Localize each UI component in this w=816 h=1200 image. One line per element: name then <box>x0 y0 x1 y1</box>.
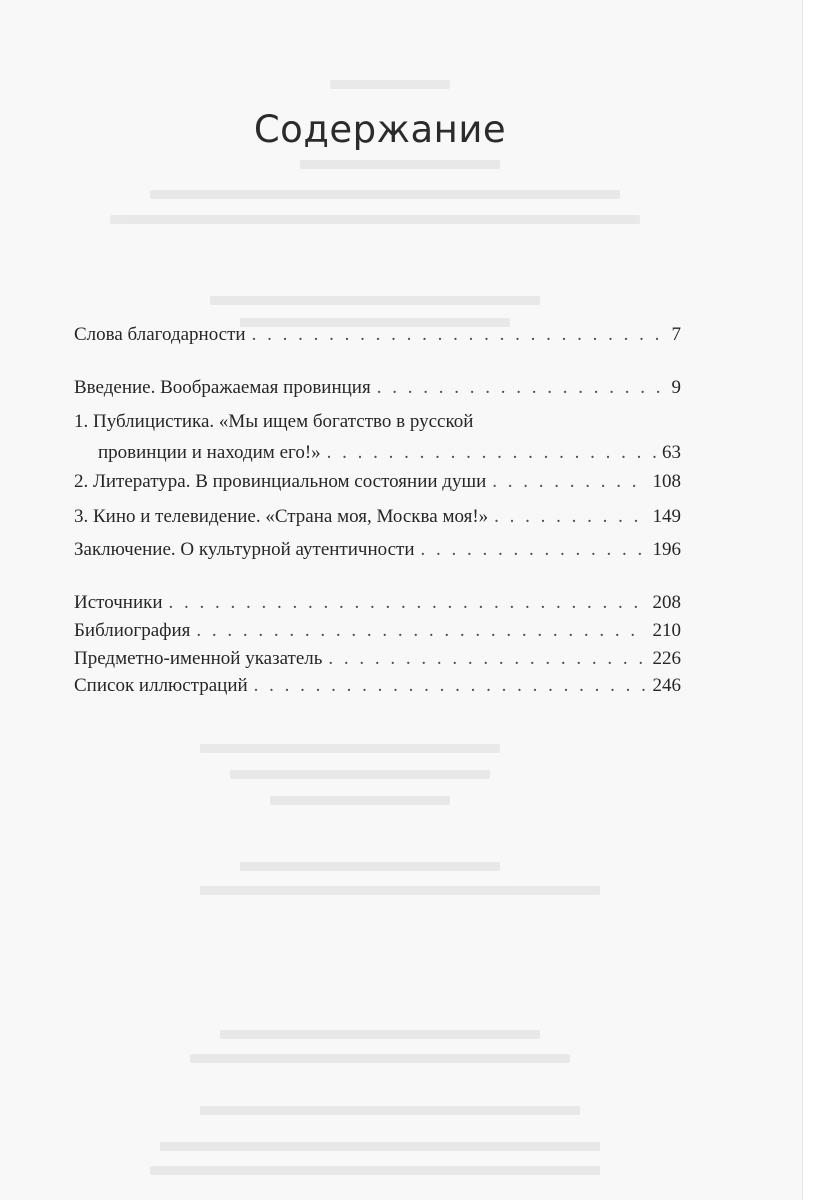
dot-leader <box>327 440 656 466</box>
toc-entry-page: 149 <box>652 506 681 527</box>
toc-entry-label: 3. Кино и телевидение. «Страна моя, Москва моя!» <box>74 506 489 527</box>
toc-entry-label: Заключение. О культурной аутентичности <box>74 539 415 560</box>
dot-leader <box>377 375 666 401</box>
toc-entry[interactable] <box>74 469 681 495</box>
toc-entry[interactable] <box>74 537 681 563</box>
dot-leader <box>196 618 646 644</box>
toc-entry-label: Предметно-именной указатель <box>74 648 323 669</box>
dot-leader <box>494 504 646 530</box>
toc-entry-label: 2. Литература. В провинциальном состоянии души <box>74 471 487 492</box>
toc-entry[interactable] <box>98 440 681 466</box>
toc-entry[interactable] <box>74 646 681 672</box>
toc-entry-label: Список иллюстраций <box>74 675 248 696</box>
toc-entry[interactable] <box>74 618 681 644</box>
toc-entry-label: Источники <box>74 592 163 613</box>
toc-entry[interactable] <box>74 504 681 530</box>
toc-entry-page: 208 <box>652 592 681 613</box>
toc-entry-page: 108 <box>652 471 681 492</box>
toc-entry-label: Введение. Воображаемая провинция <box>74 377 371 398</box>
toc-entry-label: Библиография <box>74 620 191 641</box>
toc-entry-page: 210 <box>652 620 681 641</box>
toc-entry[interactable] <box>74 673 681 699</box>
toc-entry-page: 7 <box>671 324 681 345</box>
toc-entry[interactable] <box>74 590 681 616</box>
toc-entry-page: 226 <box>652 648 681 669</box>
dot-leader <box>328 646 646 672</box>
page-title: Содержание <box>253 108 507 151</box>
dot-leader <box>169 590 647 616</box>
toc-entry-page: 246 <box>652 675 681 696</box>
toc-entry[interactable] <box>74 375 681 401</box>
toc-entry-label: Слова благодарности <box>74 324 246 345</box>
toc-entry-page: 9 <box>671 377 681 398</box>
toc-entry-page: 196 <box>652 539 681 560</box>
dot-leader <box>252 322 666 348</box>
dot-leader <box>421 537 647 563</box>
toc-entry-page: 63 <box>662 442 681 463</box>
toc-entry-label-line1[interactable]: 1. Публицистика. «Мы ищем богатство в русской <box>74 411 474 432</box>
dot-leader <box>254 673 647 699</box>
dot-leader <box>492 469 646 495</box>
toc-entry[interactable] <box>74 322 681 348</box>
toc-entry-label-line2: провинции и находим его!» <box>98 442 321 463</box>
